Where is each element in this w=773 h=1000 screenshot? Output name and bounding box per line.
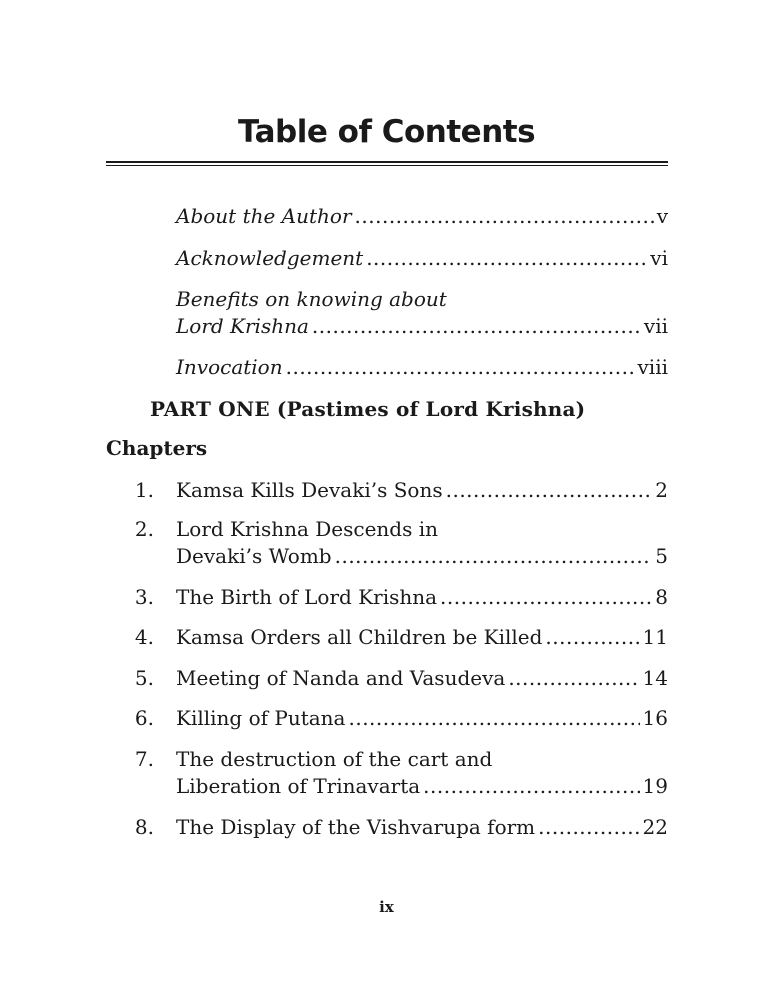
dot-leader [286, 354, 635, 381]
dot-leader [440, 584, 652, 611]
entry-title: Meeting of Nanda and Vasudeva [176, 666, 506, 690]
dot-leader [366, 245, 647, 272]
entry-page: vii [643, 314, 668, 338]
entry-page: 22 [642, 815, 668, 839]
dot-leader [312, 313, 641, 340]
dot-leader [348, 705, 639, 732]
entry-page: 11 [642, 625, 668, 649]
chapter-number: 1. [134, 478, 154, 502]
entry-page: viii [637, 355, 668, 379]
chapter-number: 7. [134, 747, 154, 771]
toc-entry-about-author[interactable] [176, 203, 668, 230]
toc-entry-chapter-4[interactable] [176, 624, 668, 651]
entry-title: The Display of the Vishvarupa form [176, 815, 536, 839]
toc-entry-invocation[interactable] [176, 354, 668, 381]
entry-page: 19 [642, 774, 668, 798]
toc-entry-chapter-1[interactable] [176, 477, 668, 504]
dot-leader [446, 477, 653, 504]
entry-title-line1: Lord Krishna Descends in [176, 517, 439, 541]
entry-title: Invocation [176, 355, 283, 379]
dot-leader [423, 773, 639, 800]
entry-title-line1: The destruction of the cart and [176, 747, 493, 771]
toc-entry-chapter-8[interactable] [176, 814, 668, 841]
toc-entry-benefits[interactable] [176, 286, 668, 340]
part-heading: PART ONE (Pastimes of Lord Krishna) [150, 397, 586, 421]
toc-entry-chapter-5[interactable] [176, 665, 668, 692]
entry-title: Devaki’s Womb [176, 544, 332, 568]
entry-title: Liberation of Trinavarta [176, 774, 421, 798]
entry-page: 14 [642, 666, 668, 690]
entry-title: Kamsa Kills Devaki’s Sons [176, 478, 443, 502]
dot-leader [538, 814, 639, 841]
toc-entry-chapter-3[interactable] [176, 584, 668, 611]
title-rule-thin [106, 165, 668, 166]
toc-entry-chapter-2[interactable] [176, 516, 668, 570]
title-rule-thick [106, 161, 668, 163]
dot-leader [355, 203, 654, 230]
entry-title: Lord Krishna [176, 314, 309, 338]
dot-leader [545, 624, 639, 651]
toc-entry-chapter-7[interactable] [176, 746, 668, 800]
toc-entry-chapter-6[interactable] [176, 705, 668, 732]
dot-leader [335, 543, 653, 570]
chapter-number: 4. [134, 625, 154, 649]
dot-leader [508, 665, 639, 692]
entry-title-line1: Benefits on knowing about [176, 287, 447, 311]
entry-page: 5 [655, 544, 668, 568]
entry-page: 8 [655, 585, 668, 609]
entry-page: v [656, 204, 668, 228]
entry-title: Killing of Putana [176, 706, 346, 730]
chapter-number: 3. [134, 585, 154, 609]
entry-title: Kamsa Orders all Children be Killed [176, 625, 543, 649]
entry-title: The Birth of Lord Krishna [176, 585, 438, 609]
chapter-number: 5. [134, 666, 154, 690]
chapters-heading: Chapters [106, 436, 208, 460]
entry-page: 2 [655, 478, 668, 502]
toc-entry-acknowledgement[interactable] [176, 245, 668, 272]
page-title: Table of Contents [237, 114, 536, 150]
entry-page: 16 [642, 706, 668, 730]
chapter-number: 6. [134, 706, 154, 730]
entry-title: About the Author [176, 204, 352, 228]
chapter-number: 8. [134, 815, 154, 839]
chapter-number: 2. [134, 517, 154, 541]
page-number: ix [379, 898, 394, 916]
entry-page: vi [650, 246, 668, 270]
entry-title: Acknowledgement [176, 246, 364, 270]
